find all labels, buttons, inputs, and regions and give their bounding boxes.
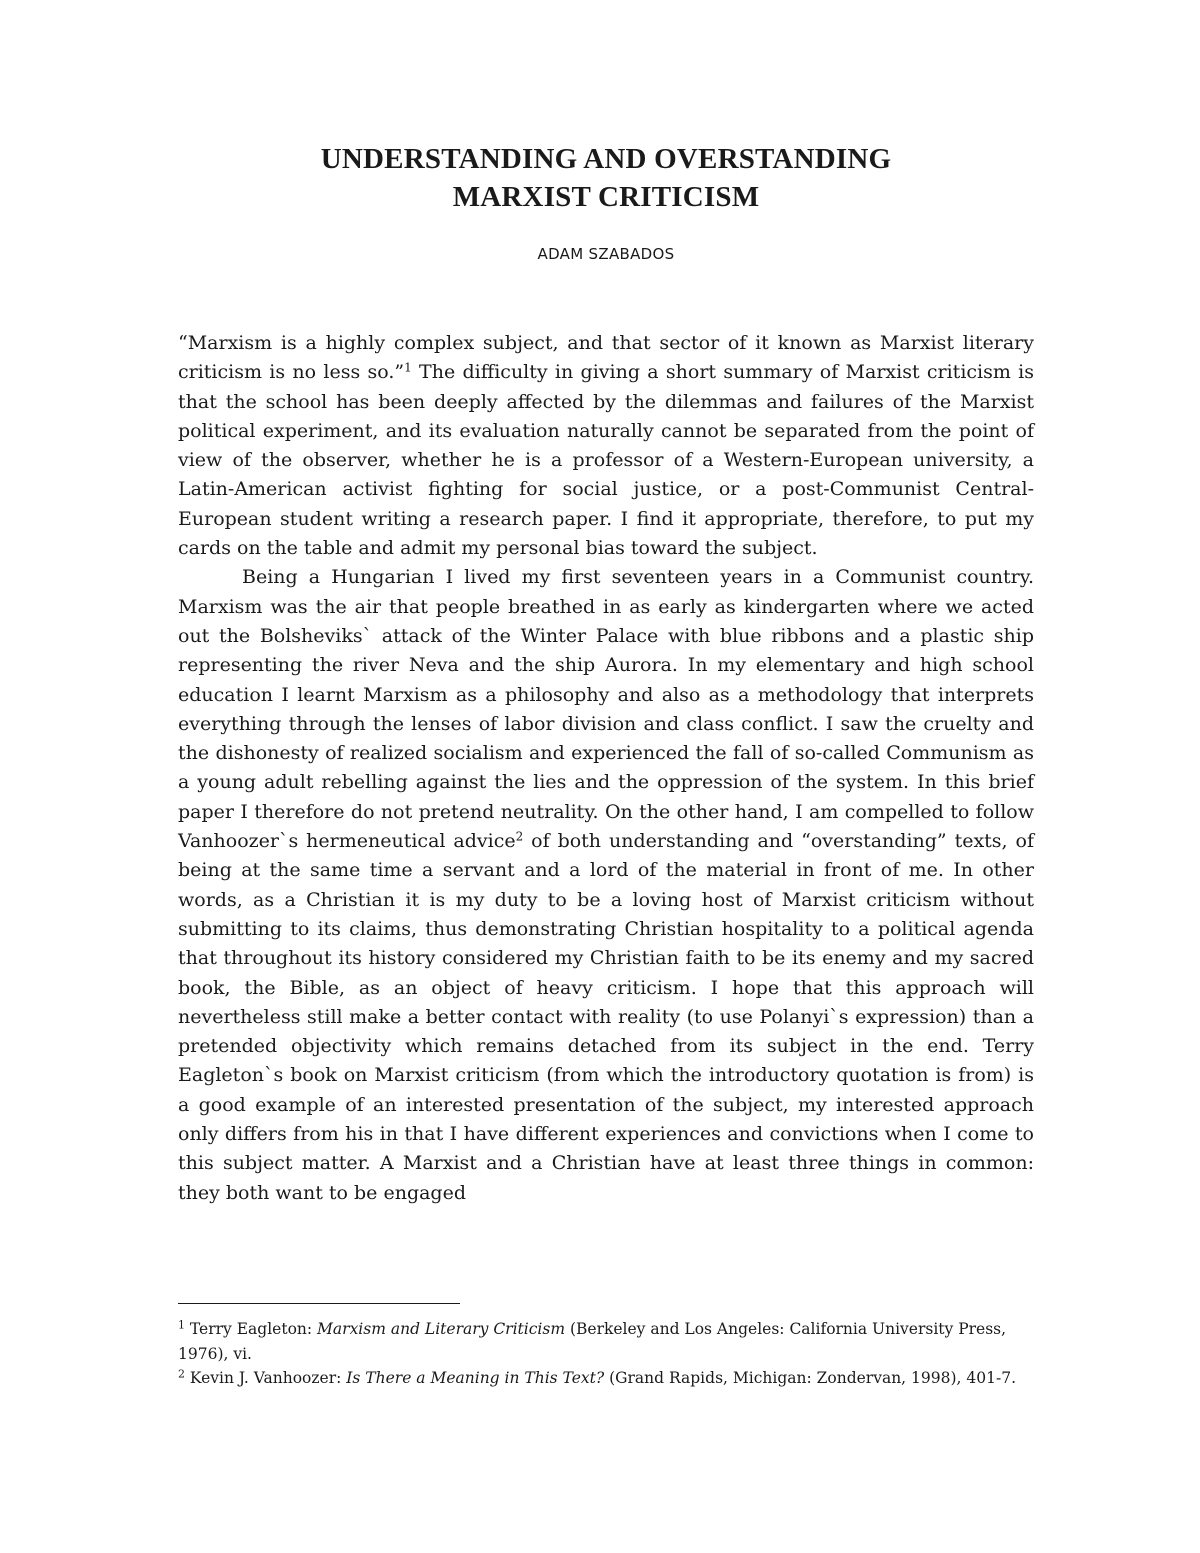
paragraph-2 xyxy=(178,563,1034,1208)
page-title xyxy=(178,140,1034,216)
title-line-1: UNDERSTANDING AND OVERSTANDING xyxy=(320,143,892,175)
footnotes xyxy=(178,1317,1034,1391)
footnote-1 xyxy=(178,1317,1034,1366)
paragraph-2-text-a: Being a Hungarian I lived my first seventeen years in a Communist country. Marxism was the air that people breathed in as early as kindergarten where we acted out the Bolsheviks` attack of the Winter Palace with blue ribbons and a plastic ship representing the river Neva and the ship Aurora. In my elementary and high school education I learnt Marxism as a philosophy and also as a methodology that interprets everything through the lenses of labor division and class conflict. I saw the cruelty and the dishonesty of realized socialism and experienced the fall of so-called Communism as a young adult rebelling against the lies and the oppression of the system. In this brief paper I therefore do not pretend neutrality. On the other hand, I am compelled to follow Vanhoozer`s hermeneutical advice xyxy=(178,566,1034,853)
footnote-1-book-title: Marxism and Literary Criticism xyxy=(317,1320,566,1338)
footnote-1-after: (Berkeley and Los Angeles: California University Press, 1976), vi. xyxy=(178,1320,1007,1363)
footnote-2-before: Kevin J. Vanhoozer: xyxy=(185,1369,347,1387)
footnote-1-number: 1 xyxy=(178,1318,185,1332)
footnote-2-book-title: Is There a Meaning in This Text? xyxy=(346,1369,605,1387)
paragraph-1-text-b: The difficulty in giving a short summary of Marxist criticism is that the school has been deeply affected by the dilemmas and failures of the Marxist political experiment, and its evaluation naturally cannot be separated from the point of view of the observer, whether he is a professor of a Western-European university, a Latin-American activist fighting for social justice, or a post-Communist Central-European student writing a research paper. I find it appropriate, therefore, to put my cards on the table and admit my personal bias toward the subject. xyxy=(178,361,1034,560)
footnote-2 xyxy=(178,1366,1034,1391)
paragraph-1 xyxy=(178,329,1034,563)
footnote-ref-1[interactable]: 1 xyxy=(404,360,412,375)
paragraph-2-text-b: of both understanding and “overstanding” texts, of being at the same time a servant and a lord of the material in front of me. In other words, as a Christian it is my duty to be a loving host of Marxist criticism without submitting to its claims, thus demonstrating Christian hospitality to a political agenda that throughout its history considered my Christian faith to be its enemy and my sacred book, the Bible, as an object of heavy criticism. I hope that this approach will nevertheless still make a better contact with reality (to use Polanyi`s expression) than a pretended objectivity which remains detached from its subject in the end. Terry Eagleton`s book on Marxist criticism (from which the introductory quotation is from) is a good example of an interested presentation of the subject, my interested approach only differs from his in that I have different experiences and convictions when I come to this subject matter. A Marxist and a Christian have at least three things in common: they both want to be engaged xyxy=(178,830,1034,1204)
footnote-2-after: (Grand Rapids, Michigan: Zondervan, 1998), 401-7. xyxy=(604,1369,1016,1387)
footnote-2-number: 2 xyxy=(178,1367,185,1381)
body-text xyxy=(178,329,1034,1208)
author-name: ADAM SZABADOS xyxy=(537,245,675,263)
footnote-ref-2[interactable]: 2 xyxy=(515,829,524,844)
footnote-divider xyxy=(178,1303,460,1304)
paragraph-1-text-a: “Marxism is a highly complex subject, and that sector of it known as Marxist literary criticism is no less so.” xyxy=(178,332,1034,384)
title-line-2: MARXIST CRITICISM xyxy=(452,181,760,213)
footnote-1-before: Terry Eagleton: xyxy=(185,1320,318,1338)
